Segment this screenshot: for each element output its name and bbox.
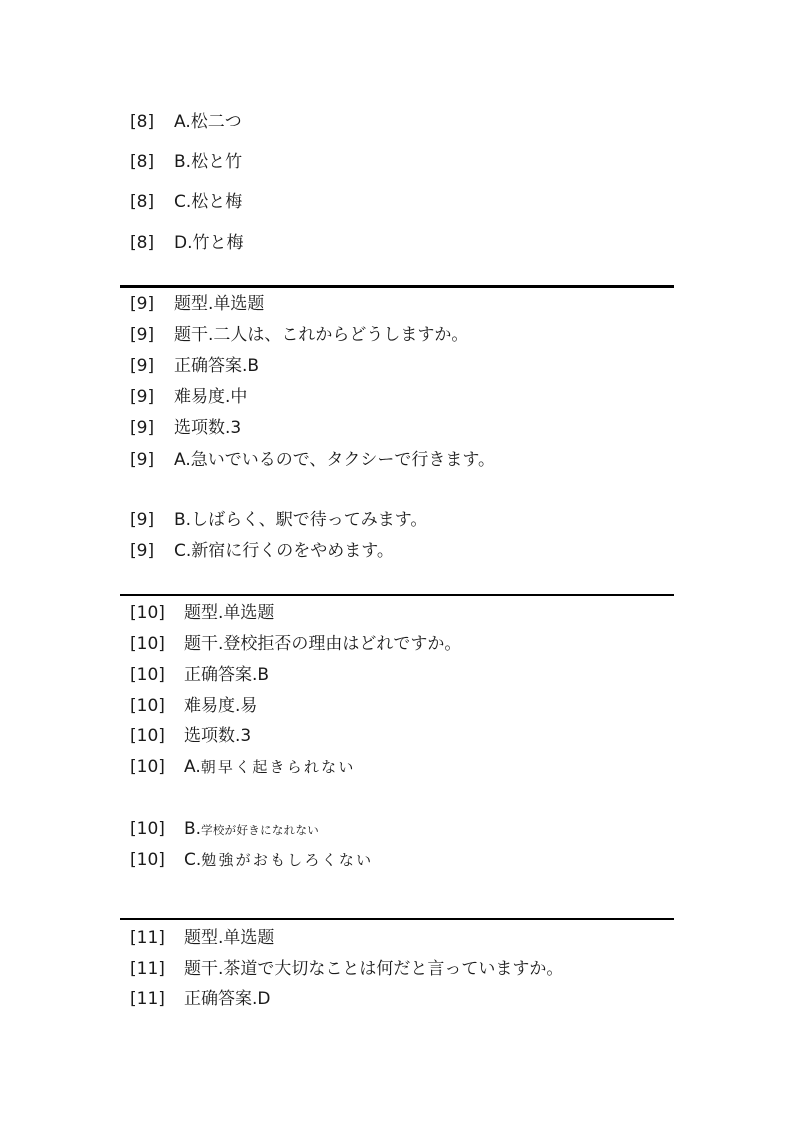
q9-number: [9]	[130, 325, 155, 345]
q9-difficulty: 难易度.中	[174, 387, 248, 407]
section-divider	[120, 285, 674, 288]
q10-answer: 正确答案.B	[184, 665, 270, 685]
q8-option-d: D.竹と梅	[174, 233, 244, 253]
section-divider	[120, 594, 674, 596]
q11-number: [11]	[130, 928, 165, 948]
q8-number: [8]	[130, 152, 155, 172]
q10-option-a	[184, 755, 356, 779]
q10-number: [10]	[130, 634, 165, 654]
q11-number: [11]	[130, 959, 165, 979]
section-divider	[120, 918, 674, 920]
q11-number: [11]	[130, 989, 165, 1009]
q10-option-count: 选项数.3	[184, 726, 252, 746]
q10-number: [10]	[130, 819, 165, 839]
q9-answer: 正确答案.B	[174, 356, 260, 376]
q11-type: 题型.单选题	[184, 928, 275, 948]
q10-option-a-text: 朝早く起きられない	[200, 758, 356, 776]
q9-number: [9]	[130, 541, 155, 561]
q10-type: 题型.单选题	[184, 603, 275, 623]
q10-option-b-text: 学校が好きになれない	[201, 823, 320, 837]
q9-number: [9]	[130, 294, 155, 314]
q8-option-a: A.松二つ	[174, 112, 242, 132]
q10-number: [10]	[130, 603, 165, 623]
q9-number: [9]	[130, 510, 155, 530]
q10-option-c-prefix: C.	[184, 850, 202, 870]
q11-stem: 题干.茶道で大切なことは何だと言っていますか。	[184, 959, 564, 979]
q9-stem: 题干.二人は、これからどうしますか。	[174, 325, 469, 345]
q10-number: [10]	[130, 696, 165, 716]
q9-option-count: 选项数.3	[174, 418, 242, 438]
q9-number: [9]	[130, 450, 155, 470]
q8-number: [8]	[130, 233, 155, 253]
q9-type: 题型.单选题	[174, 294, 265, 314]
q10-stem: 题干.登校拒否の理由はどれですか。	[184, 634, 462, 654]
q9-option-a: A.急いでいるので、タクシーで行きます。	[174, 450, 496, 470]
q9-option-b: B.しばらく、駅で待ってみます。	[174, 510, 428, 530]
q9-number: [9]	[130, 356, 155, 376]
q8-number: [8]	[130, 112, 155, 132]
q9-number: [9]	[130, 387, 155, 407]
q11-answer: 正确答案.D	[184, 989, 271, 1009]
q9-option-c: C.新宿に行くのをやめます。	[174, 541, 394, 561]
q10-option-b	[184, 817, 319, 842]
q8-option-b: B.松と竹	[174, 152, 243, 172]
q10-number: [10]	[130, 726, 165, 746]
q10-option-b-prefix: B.	[184, 819, 202, 839]
q10-difficulty: 难易度.易	[184, 696, 258, 716]
q10-option-c	[184, 848, 373, 872]
q10-option-a-prefix: A.	[184, 757, 201, 777]
q9-number: [9]	[130, 418, 155, 438]
q10-option-c-text: 勉強がおもしろくない	[201, 851, 374, 869]
q10-number: [10]	[130, 850, 165, 870]
q8-number: [8]	[130, 192, 155, 212]
q10-number: [10]	[130, 757, 165, 777]
q10-number: [10]	[130, 665, 165, 685]
q8-option-c: C.松と梅	[174, 192, 243, 212]
